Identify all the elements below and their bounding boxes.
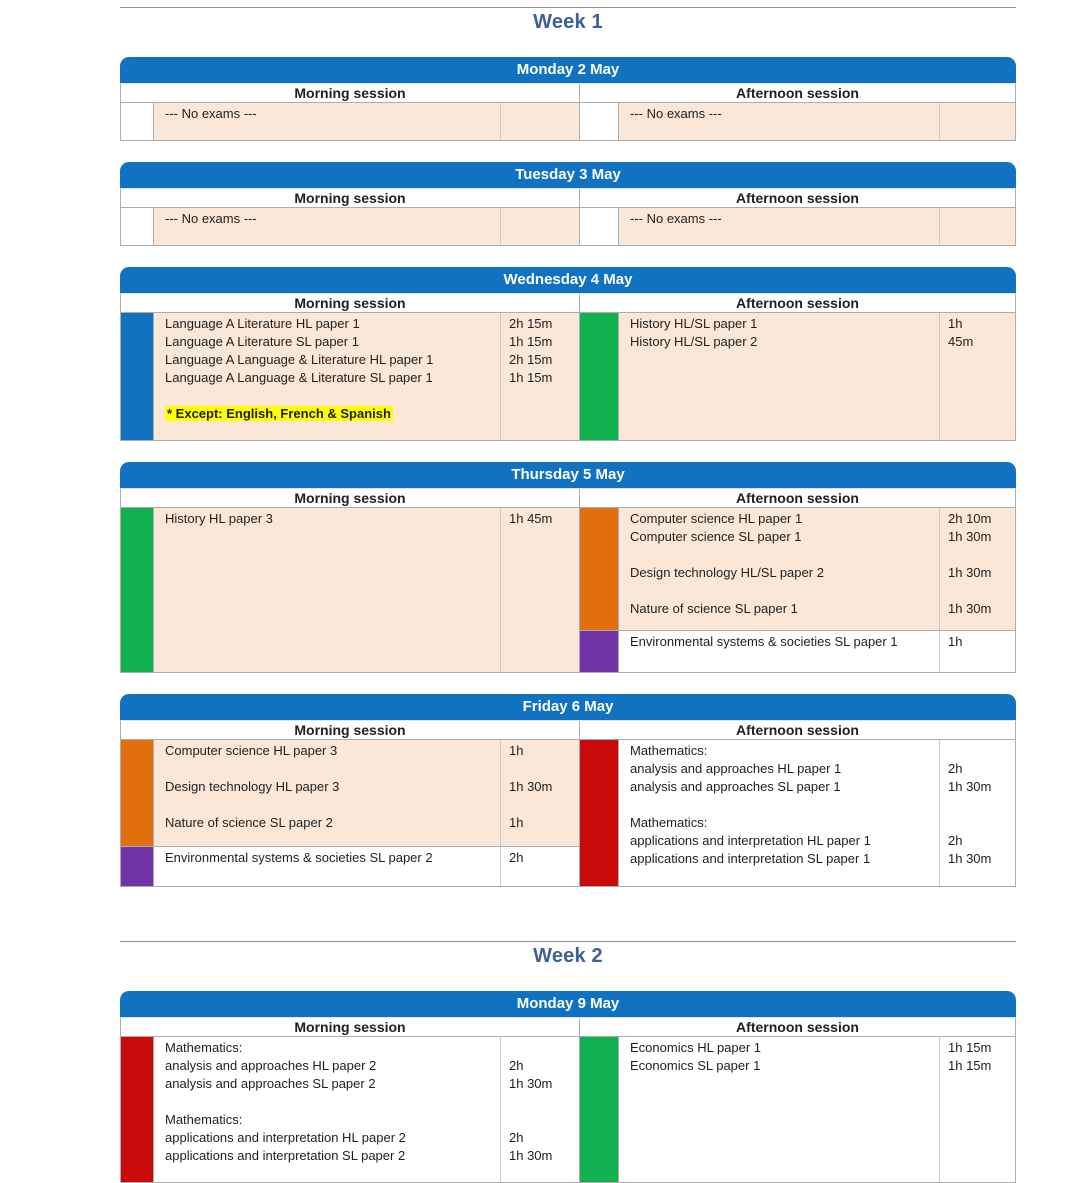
exam-names-cell xyxy=(154,103,501,140)
exam-names-cell xyxy=(154,313,501,440)
exam-name-line xyxy=(630,546,935,564)
exam-duration: 1h 30m xyxy=(948,851,992,866)
exam-name-line: analysis and approaches SL paper 2 xyxy=(165,1076,376,1091)
exam-durations-cell xyxy=(940,1037,1015,1182)
exam-duration: 2h xyxy=(509,1058,524,1073)
exam-entry xyxy=(121,846,579,886)
exam-name-line: Nature of science SL paper 2 xyxy=(165,815,333,830)
exam-name-line: analysis and approaches SL paper 1 xyxy=(630,779,841,794)
exam-names-cell xyxy=(619,1037,940,1182)
blue-color-bar xyxy=(121,313,154,440)
exam-duration xyxy=(509,1111,577,1129)
session-header-afternoon: Afternoon session xyxy=(736,1019,859,1035)
exam-duration xyxy=(509,1039,577,1057)
day-content xyxy=(120,208,1016,246)
exam-duration xyxy=(509,210,577,228)
exam-entry xyxy=(121,208,579,245)
exam-duration: 1h 30m xyxy=(509,1148,553,1163)
day-header: Friday 6 May xyxy=(120,694,1016,720)
exam-name-line: analysis and approaches HL paper 1 xyxy=(630,761,842,776)
exam-duration xyxy=(509,105,577,123)
day-block xyxy=(120,991,1016,1183)
exam-name-line: Language A Literature HL paper 1 xyxy=(165,316,360,331)
session-header-afternoon: Afternoon session xyxy=(736,490,859,506)
exam-name-line: Computer science HL paper 3 xyxy=(165,743,338,758)
exam-duration: 2h xyxy=(509,1130,524,1145)
exam-duration xyxy=(948,814,1013,832)
exam-entry xyxy=(580,313,1015,440)
session-afternoon xyxy=(580,740,1015,886)
exam-duration xyxy=(948,210,1013,228)
session-header-morning: Morning session xyxy=(121,84,580,102)
exam-duration: 1h xyxy=(509,743,524,758)
week-divider-line xyxy=(120,941,1016,942)
exam-names-cell xyxy=(619,631,940,672)
day-header: Wednesday 4 May xyxy=(120,267,1016,293)
day-content xyxy=(120,508,1016,673)
exam-duration xyxy=(948,742,1013,760)
exam-name-line: Language A Language & Literature SL paper 1 xyxy=(165,370,433,385)
exam-names-cell xyxy=(154,508,501,672)
exam-name-line: applications and interpretation SL paper 2 xyxy=(165,1148,406,1163)
exam-name-line: Language A Literature SL paper 1 xyxy=(165,334,359,349)
session-afternoon xyxy=(580,103,1015,140)
exam-duration xyxy=(948,582,1013,600)
week-divider-line xyxy=(120,7,1016,8)
exam-duration: 1h xyxy=(948,634,963,649)
session-morning xyxy=(121,508,580,672)
day-header: Tuesday 3 May xyxy=(120,162,1016,188)
exam-durations-cell xyxy=(940,103,1015,140)
exam-name-line: --- No exams --- xyxy=(630,106,722,121)
exam-entry xyxy=(580,508,1015,630)
exam-name-line: applications and interpretation HL paper 1 xyxy=(630,833,871,848)
exam-names-cell xyxy=(154,740,501,846)
session-morning xyxy=(121,740,580,886)
session-header-afternoon: Afternoon session xyxy=(736,190,859,206)
exam-duration xyxy=(509,405,577,423)
exam-duration xyxy=(948,546,1013,564)
week-section xyxy=(120,941,1016,1183)
session-header-morning: Morning session xyxy=(121,489,580,507)
exam-duration: 2h 10m xyxy=(948,511,992,526)
exam-duration: 2h xyxy=(948,761,963,776)
exam-name-line: --- No exams --- xyxy=(165,106,257,121)
exam-duration: 1h xyxy=(948,316,963,331)
exam-duration: 1h 30m xyxy=(948,565,992,580)
day-content xyxy=(120,313,1016,441)
session-afternoon xyxy=(580,1037,1015,1182)
red-color-bar xyxy=(580,740,619,886)
exam-entry xyxy=(121,1037,579,1182)
exam-name-line: applications and interpretation SL paper 1 xyxy=(630,851,871,866)
exam-name-line: Economics SL paper 1 xyxy=(630,1058,761,1073)
purple-color-bar xyxy=(580,631,619,672)
day-block xyxy=(120,162,1016,246)
exam-durations-cell xyxy=(940,631,1015,672)
session-morning xyxy=(121,1037,580,1182)
week-title: Week 2 xyxy=(533,945,603,967)
exam-name-line: Design technology HL paper 3 xyxy=(165,779,340,794)
exam-entry xyxy=(121,103,579,140)
exam-names-cell xyxy=(154,847,501,886)
day-block xyxy=(120,462,1016,673)
exam-duration: 1h xyxy=(509,815,524,830)
orange-color-bar xyxy=(121,740,154,846)
purple-color-bar xyxy=(121,847,154,886)
exam-duration: 1h 30m xyxy=(509,779,553,794)
exam-duration: 1h 15m xyxy=(509,370,553,385)
day-content xyxy=(120,740,1016,887)
exam-name-line: History HL/SL paper 2 xyxy=(630,334,758,349)
exam-name-line: Nature of science SL paper 1 xyxy=(630,601,798,616)
session-header-afternoon: Afternoon session xyxy=(736,295,859,311)
session-afternoon xyxy=(580,313,1015,440)
exam-name-line: Mathematics: xyxy=(630,743,708,758)
exam-duration: 1h 30m xyxy=(948,779,992,794)
exam-name-line: Mathematics: xyxy=(630,815,708,830)
exam-name-line xyxy=(630,582,935,600)
exam-duration: 1h 15m xyxy=(948,1058,992,1073)
exam-durations-cell xyxy=(501,208,579,245)
exam-durations-cell xyxy=(940,740,1015,886)
exam-durations-cell xyxy=(501,740,579,846)
exam-entry xyxy=(580,1037,1015,1182)
exam-duration: 1h 45m xyxy=(509,511,553,526)
exam-entry xyxy=(121,740,579,846)
exam-duration: 2h 15m xyxy=(509,352,553,367)
green-color-bar xyxy=(580,1037,619,1182)
exam-names-cell xyxy=(154,208,501,245)
exam-duration xyxy=(509,796,577,814)
empty-color-bar xyxy=(580,103,619,140)
session-morning xyxy=(121,313,580,440)
exam-entry xyxy=(580,740,1015,886)
session-afternoon xyxy=(580,208,1015,245)
exam-name-line: --- No exams --- xyxy=(630,211,722,226)
exam-name-line: Language A Language & Literature HL paper 1 xyxy=(165,352,434,367)
week-section xyxy=(120,7,1016,887)
red-color-bar xyxy=(121,1037,154,1182)
exam-duration xyxy=(948,796,1013,814)
green-color-bar xyxy=(580,313,619,440)
empty-color-bar xyxy=(121,208,154,245)
session-header-morning: Morning session xyxy=(121,294,580,312)
exam-duration: 1h 15m xyxy=(948,1040,992,1055)
exam-name-line: Environmental systems & societies SL paper 1 xyxy=(630,634,898,649)
day-content xyxy=(120,103,1016,141)
exam-name-line xyxy=(165,387,496,405)
session-header-afternoon: Afternoon session xyxy=(736,85,859,101)
exam-durations-cell xyxy=(940,208,1015,245)
session-header-row xyxy=(120,83,1016,103)
session-morning xyxy=(121,103,580,140)
exam-duration: 2h xyxy=(509,850,524,865)
exam-durations-cell xyxy=(501,1037,579,1182)
session-header-morning: Morning session xyxy=(121,1018,580,1036)
exam-durations-cell xyxy=(501,103,579,140)
exam-names-cell xyxy=(619,740,940,886)
session-afternoon xyxy=(580,508,1015,672)
exam-duration: 2h 15m xyxy=(509,316,553,331)
exam-durations-cell xyxy=(501,313,579,440)
exam-duration xyxy=(509,760,577,778)
session-header-row xyxy=(120,293,1016,313)
exam-names-cell xyxy=(154,1037,501,1182)
exam-entry xyxy=(121,313,579,440)
day-header: Thursday 5 May xyxy=(120,462,1016,488)
exam-name-line: Mathematics: xyxy=(165,1040,243,1055)
exam-durations-cell xyxy=(501,847,579,886)
session-header-morning: Morning session xyxy=(121,189,580,207)
exam-name-line: History HL paper 3 xyxy=(165,511,273,526)
exam-name-line xyxy=(165,1093,496,1111)
exam-duration xyxy=(509,387,577,405)
exam-name-line xyxy=(165,760,496,778)
exam-duration: 1h 30m xyxy=(948,529,992,544)
session-header-row xyxy=(120,488,1016,508)
empty-color-bar xyxy=(580,208,619,245)
exam-name-line: applications and interpretation HL paper 2 xyxy=(165,1130,406,1145)
exam-durations-cell xyxy=(501,508,579,672)
orange-color-bar xyxy=(580,508,619,630)
exam-entry xyxy=(580,103,1015,140)
day-block xyxy=(120,267,1016,441)
exam-name-line: Environmental systems & societies SL paper 2 xyxy=(165,850,433,865)
exam-duration: 1h 30m xyxy=(948,601,992,616)
exam-name-line: --- No exams --- xyxy=(165,211,257,226)
except-note: * Except: English, French & Spanish xyxy=(167,406,391,421)
day-block xyxy=(120,57,1016,141)
exam-names-cell xyxy=(619,208,940,245)
exam-name-line xyxy=(165,405,496,423)
session-header-afternoon: Afternoon session xyxy=(736,722,859,738)
exam-duration: 1h 15m xyxy=(509,334,553,349)
exam-duration: 2h xyxy=(948,833,963,848)
exam-name-line: Design technology HL/SL paper 2 xyxy=(630,565,824,580)
exam-name-line xyxy=(630,796,935,814)
day-header: Monday 2 May xyxy=(120,57,1016,83)
empty-color-bar xyxy=(121,103,154,140)
exam-entry xyxy=(121,508,579,672)
week-title: Week 1 xyxy=(533,11,603,33)
session-header-morning: Morning session xyxy=(121,721,580,739)
exam-duration xyxy=(948,105,1013,123)
exam-name-line xyxy=(165,796,496,814)
exam-duration: 1h 30m xyxy=(509,1076,553,1091)
exam-durations-cell xyxy=(940,313,1015,440)
exam-names-cell xyxy=(619,103,940,140)
exam-names-cell xyxy=(619,313,940,440)
exam-entry xyxy=(580,208,1015,245)
exam-name-line: analysis and approaches HL paper 2 xyxy=(165,1058,377,1073)
exam-name-line: History HL/SL paper 1 xyxy=(630,316,758,331)
green-color-bar xyxy=(121,508,154,672)
day-content xyxy=(120,1037,1016,1183)
exam-duration xyxy=(509,1093,577,1111)
session-morning xyxy=(121,208,580,245)
exam-name-line: Economics HL paper 1 xyxy=(630,1040,762,1055)
exam-durations-cell xyxy=(940,508,1015,630)
exam-name-line: Computer science HL paper 1 xyxy=(630,511,803,526)
day-header: Monday 9 May xyxy=(120,991,1016,1017)
exam-name-line: Mathematics: xyxy=(165,1112,243,1127)
day-block xyxy=(120,694,1016,887)
exam-names-cell xyxy=(619,508,940,630)
exam-name-line: Computer science SL paper 1 xyxy=(630,529,802,544)
session-header-row xyxy=(120,188,1016,208)
session-header-row xyxy=(120,720,1016,740)
exam-duration: 45m xyxy=(948,334,974,349)
exam-entry xyxy=(580,630,1015,672)
session-header-row xyxy=(120,1017,1016,1037)
